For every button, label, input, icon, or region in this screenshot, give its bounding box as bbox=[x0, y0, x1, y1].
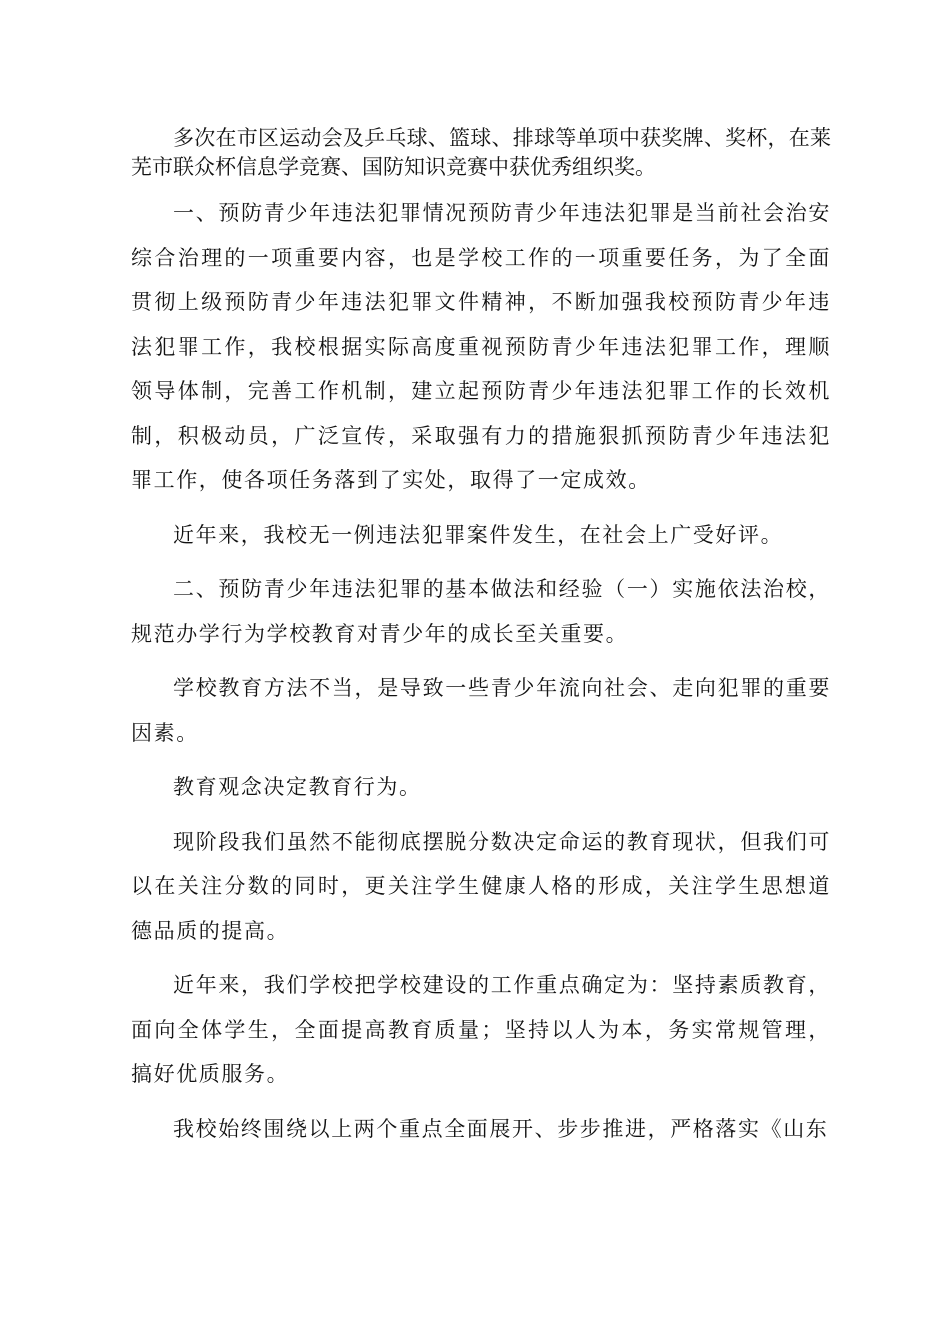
document-body bbox=[131, 124, 831, 1161]
paragraph-work-focus: 近年来，我们学校把学校建设的工作重点确定为：坚持素质教育，面向全体学生，全面提高教育质量；坚持以人为本，务实常规管理，搞好优质服务。 bbox=[131, 973, 831, 1086]
paragraph-improper-methods: 学校教育方法不当，是导致一些青少年流向社会、走向犯罪的重要因素。 bbox=[131, 676, 831, 745]
paragraph-awards: 多次在市区运动会及乒乓球、篮球、排球等单项中获奖牌、奖杯，在莱芜市联众杯信息学竞赛、国防知识竞赛中获优秀组织奖。 bbox=[131, 126, 831, 179]
paragraph-education-concept: 教育观念决定教育行为。 bbox=[173, 775, 422, 799]
paragraph-prevention-overview: 一、预防青少年违法犯罪情况预防青少年违法犯罪是当前社会治安综合治理的一项重要内容，也是学校工作的一项重要任务，为了全面贯彻上级预防青少年违法犯罪文件精神，不断加强我校预防青少年违法犯罪工作，我校根据实际高度重视预防青少年违法犯罪工作，理顺领导体制，完善工作机制，建立起预防青少年违法犯罪工作的长效机制，积极动员，广泛宣传，采取强有力的措施狠抓预防青少年违法犯罪工作，使各项任务落到了实处，取得了一定成效。 bbox=[131, 201, 831, 492]
paragraph-implementation: 我校始终围绕以上两个重点全面展开、步步推进，严格落实《山东 bbox=[173, 1116, 829, 1141]
paragraph-no-cases: 近年来，我校无一例违法犯罪案件发生，在社会上广受好评。 bbox=[173, 522, 784, 547]
paragraph-basic-practices: 二、预防青少年违法犯罪的基本做法和经验（一）实施依法治校，规范办学行为学校教育对青少年的成长至关重要。 bbox=[131, 577, 831, 646]
paragraph-current-stage: 现阶段我们虽然不能彻底摆脱分数决定命运的教育现状，但我们可以在关注分数的同时，更关注学生健康人格的形成，关注学生思想道德品质的提高。 bbox=[131, 829, 831, 943]
